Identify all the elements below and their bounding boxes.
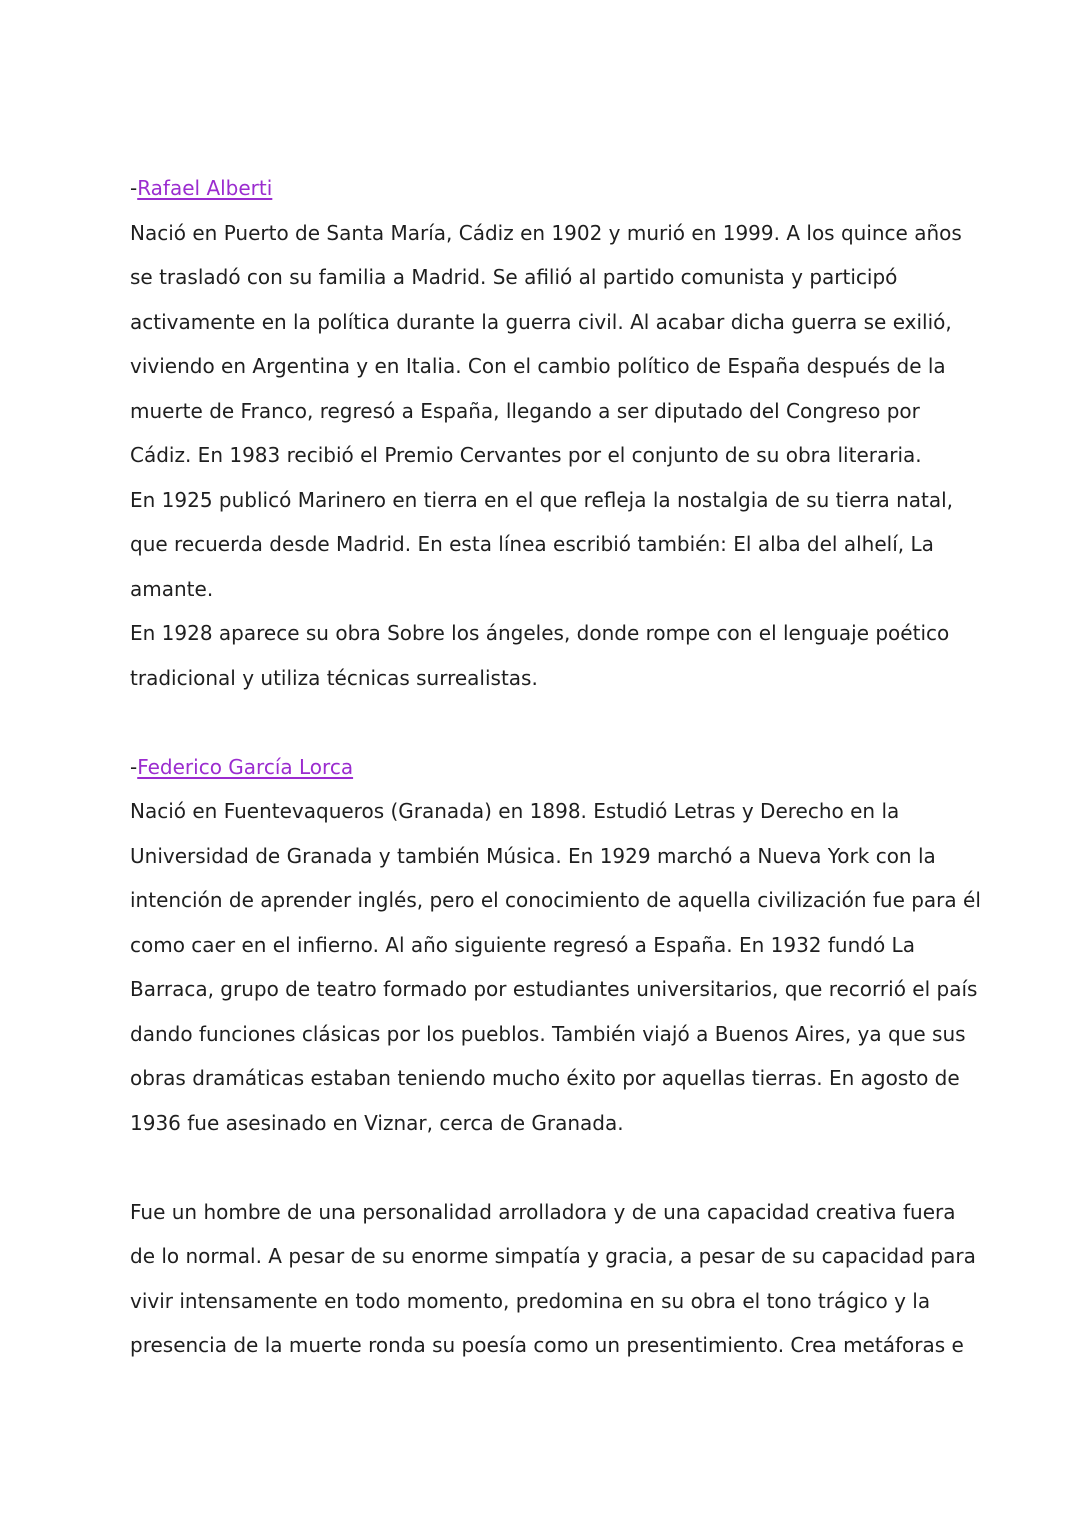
paragraph-line: que recuerda desde Madrid. En esta línea escribió también: El alba del alhelí, La [130, 532, 934, 556]
paragraph-line: 1936 fue asesinado en Viznar, cerca de Granada. [130, 1110, 624, 1135]
section-heading [130, 745, 960, 790]
section-federico-garcia-lorca [130, 745, 981, 1368]
paragraph-line: Universidad de Granada y también Música. En 1929 marchó a Nueva York con la [130, 843, 936, 868]
paragraph-line: Fue un hombre de una personalidad arrolladora y de una capacidad creativa fuera [130, 1199, 956, 1224]
heading-dash: - [130, 754, 138, 779]
paragraph-line: En 1925 publicó Marinero en tierra en el que refleja la nostalgia de su tierra natal, [130, 487, 954, 512]
blank-line [130, 700, 960, 745]
paragraph-line: Nació en Fuentevaqueros (Granada) en 1898. Estudió Letras y Derecho en la [130, 799, 900, 823]
heading-dash: - [130, 176, 138, 200]
document-page [130, 166, 981, 1368]
paragraph-line: obras dramáticas estaban teniendo mucho éxito por aquellas tierras. En agosto de [130, 1066, 960, 1090]
section-heading [130, 166, 960, 211]
paragraph-line: tradicional y utiliza técnicas surrealistas. [130, 665, 538, 690]
paragraph-line: Cádiz. En 1983 recibió el Premio Cervantes por el conjunto de su obra literaria. [130, 443, 922, 467]
heading-link-federico-garcia-lorca[interactable]: Federico García Lorca [137, 754, 354, 779]
paragraph-line: intención de aprender inglés, pero el conocimiento de aquella civilización fue para él [130, 888, 981, 912]
paragraph-line: muerte de Franco, regresó a España, llegando a ser diputado del Congreso por [130, 398, 920, 423]
paragraph-line: Barraca, grupo de teatro formado por estudiantes universitarios, que recorrió el país [130, 977, 978, 1001]
paragraph-line: viviendo en Argentina y en Italia. Con el cambio político de España después de la [130, 354, 946, 378]
paragraph-line: como caer en el infierno. Al año siguiente regresó a España. En 1932 fundó La [130, 932, 915, 957]
paragraph-line: presencia de la muerte ronda su poesía como un presentimiento. Crea metáforas e [130, 1333, 964, 1357]
paragraph-line: Nació en Puerto de Santa María, Cádiz en 1902 y murió en 1999. A los quince años [130, 220, 962, 245]
paragraph-line: vivir intensamente en todo momento, predomina en su obra el tono trágico y la [130, 1288, 931, 1313]
paragraph-line: dando funciones clásicas por los pueblos. También viajó a Buenos Aires, ya que sus [130, 1021, 966, 1046]
section-rafael-alberti [130, 166, 960, 700]
paragraph-line: se trasladó con su familia a Madrid. Se afilió al partido comunista y participó [130, 265, 898, 289]
paragraph-line: de lo normal. A pesar de su enorme simpatía y gracia, a pesar de su capacidad para [130, 1244, 976, 1268]
paragraph-line: En 1928 aparece su obra Sobre los ángeles, donde rompe con el lenguaje poético [130, 621, 950, 645]
blank-line [130, 1145, 960, 1190]
paragraph-line: activamente en la política durante la guerra civil. Al acabar dicha guerra se exilió, [130, 309, 952, 334]
paragraph-line: amante. [130, 576, 214, 601]
heading-link-rafael-alberti[interactable]: Rafael Alberti [137, 176, 273, 200]
